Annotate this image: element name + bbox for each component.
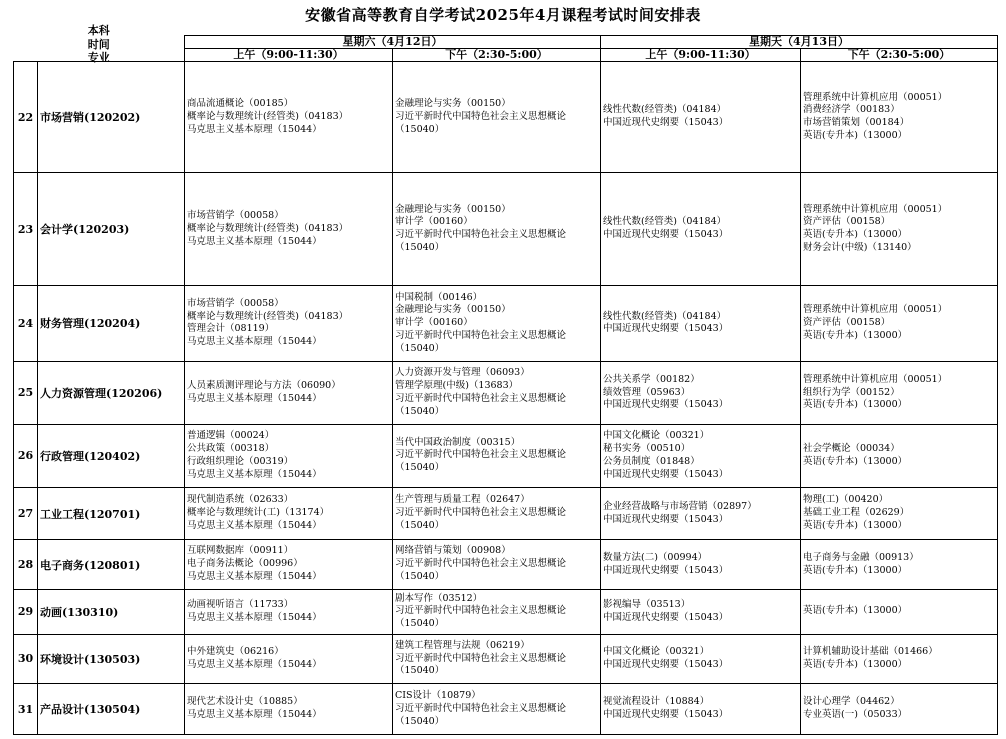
course-line: 现代制造系统（02633） <box>187 494 294 506</box>
course-line: 管理学原理(中级)（13683） <box>395 380 519 392</box>
course-cell-sun-am <box>601 362 801 425</box>
course-line: （15040） <box>395 571 445 583</box>
slot-header-sun-am: 上午（9:00-11:30） <box>601 49 801 62</box>
course-line: CIS设计（10879） <box>395 689 481 701</box>
course-line: 专业英语(一)（05033） <box>803 709 908 721</box>
course-line: （15040） <box>395 462 445 474</box>
course-line: 现代艺术设计史（10885） <box>187 696 303 708</box>
course-cell-sun-pm <box>801 424 998 487</box>
course-cell-sun-am <box>601 285 801 361</box>
course-line: 生产管理与质量工程（02647） <box>395 494 530 506</box>
course-cell-sun-pm <box>801 590 998 635</box>
course-cell-sun-pm <box>801 487 998 540</box>
course-line: 管理系统中计算机应用（00051） <box>803 203 948 215</box>
course-line: 中国近现代史纲要（15043） <box>603 323 729 335</box>
course-line: 公共政策（00318） <box>187 442 275 454</box>
course-line: 审计学（00160） <box>395 317 473 329</box>
major-name: 产品设计(130504) <box>38 684 185 735</box>
course-cell-sat-pm <box>393 634 601 684</box>
course-line: 中国近现代史纲要（15043） <box>603 399 729 411</box>
course-line: （15040） <box>395 123 445 135</box>
table-row <box>14 285 998 361</box>
course-line: 中国文化概论（00321） <box>603 646 710 658</box>
table-row <box>14 684 998 735</box>
course-line: 普通逻辑（00024） <box>187 430 275 442</box>
course-line: 中国近现代史纲要（15043） <box>603 468 729 480</box>
course-line: 英语(专升本)（13000） <box>803 130 908 142</box>
major-name: 动画(130310) <box>38 590 185 635</box>
course-line: 绩效管理（05963） <box>603 386 691 398</box>
course-cell-sun-am <box>601 684 801 735</box>
course-line: 组织行为学（00152） <box>803 386 900 398</box>
course-line: 数量方法(二)（00994） <box>603 551 708 563</box>
course-line: 习近平新时代中国特色社会主义思想概论 <box>395 229 567 241</box>
row-number: 22 <box>14 62 38 173</box>
course-line: 马克思主义基本原理（15044） <box>187 123 322 135</box>
course-line: 中国近现代史纲要（15043） <box>603 513 729 525</box>
row-number: 24 <box>14 285 38 361</box>
course-cell-sun-am <box>601 540 801 590</box>
table-row <box>14 634 998 684</box>
course-line: 秘书实务（00510） <box>603 442 691 454</box>
table-row <box>14 62 998 173</box>
course-line: 马克思主义基本原理（15044） <box>187 336 322 348</box>
course-line: 管理系统中计算机应用（00051） <box>803 373 948 385</box>
course-line: 金融理论与实务（00150） <box>395 203 511 215</box>
slot-header-sat-am: 上午（9:00-11:30） <box>185 49 393 62</box>
course-line: 习近平新时代中国特色社会主义思想概论 <box>395 329 567 341</box>
course-line: 习近平新时代中国特色社会主义思想概论 <box>395 702 567 714</box>
course-cell-sun-am <box>601 424 801 487</box>
course-line: 中国近现代史纲要（15043） <box>603 709 729 721</box>
course-cell-sun-pm <box>801 540 998 590</box>
corner-time: 时间 <box>87 37 110 51</box>
course-line: 电子商务法概论（00996） <box>187 558 303 570</box>
table-row <box>14 424 998 487</box>
course-line: 互联网数据库（00911） <box>187 545 294 557</box>
course-line: 消费经济学（00183） <box>803 104 900 116</box>
major-name: 环境设计(130503) <box>38 634 185 684</box>
course-line: 当代中国政治制度（00315） <box>395 436 521 448</box>
row-number: 26 <box>14 424 38 487</box>
course-cell-sat-am <box>185 362 393 425</box>
table-row <box>14 540 998 590</box>
course-line: 概率论与数理统计(经管类)（04183） <box>187 222 349 234</box>
course-cell-sun-pm <box>801 173 998 286</box>
course-cell-sat-am <box>185 590 393 635</box>
day-header-sunday: 星期天（4月13日） <box>601 36 998 49</box>
course-line: 剧本写作（03512） <box>395 592 483 604</box>
course-line: 人员素质测评理论与方法（06090） <box>187 380 341 392</box>
course-line: 英语(专升本)（13000） <box>803 455 908 467</box>
schedule-table <box>13 23 998 735</box>
course-line: 英语(专升本)（13000） <box>803 605 908 617</box>
major-name: 人力资源管理(120206) <box>38 362 185 425</box>
course-line: （15040） <box>395 715 445 727</box>
course-cell-sun-pm <box>801 684 998 735</box>
course-line: 公共关系学（00182） <box>603 373 700 385</box>
course-cell-sat-am <box>185 424 393 487</box>
row-number: 27 <box>14 487 38 540</box>
course-line: 习近平新时代中国特色社会主义思想概论 <box>395 507 567 519</box>
row-number: 25 <box>14 362 38 425</box>
course-line: 审计学（00160） <box>395 216 473 228</box>
course-line: 线性代数(经管类)（04184） <box>603 216 727 228</box>
major-name: 财务管理(120204) <box>38 285 185 361</box>
course-line: 社会学概论（00034） <box>803 442 900 454</box>
course-line: （15040） <box>395 618 445 630</box>
course-line: 财务会计(中级)（13140） <box>803 242 917 254</box>
course-line: 马克思主义基本原理（15044） <box>187 468 322 480</box>
course-cell-sat-pm <box>393 424 601 487</box>
major-name: 工业工程(120701) <box>38 487 185 540</box>
course-cell-sat-am <box>185 684 393 735</box>
course-line: （15040） <box>395 242 445 254</box>
course-cell-sun-pm <box>801 285 998 361</box>
major-name: 行政管理(120402) <box>38 424 185 487</box>
course-cell-sun-pm <box>801 62 998 173</box>
course-cell-sat-pm <box>393 62 601 173</box>
course-cell-sat-pm <box>393 684 601 735</box>
course-line: 马克思主义基本原理（15044） <box>187 519 322 531</box>
course-cell-sat-pm <box>393 540 601 590</box>
course-line: 建筑工程管理与法规（06219） <box>395 639 530 651</box>
course-line: 动画视听语言（11733） <box>187 599 294 611</box>
course-line: 概率论与数理统计(经管类)（04183） <box>187 110 349 122</box>
slot-header-sun-pm: 下午（2:30-5:00） <box>801 49 998 62</box>
course-line: 管理系统中计算机应用（00051） <box>803 304 948 316</box>
course-cell-sat-am <box>185 634 393 684</box>
corner-major: 专业 <box>87 50 110 64</box>
course-line: 中国文化概论（00321） <box>603 430 710 442</box>
course-cell-sat-am <box>185 62 393 173</box>
course-line: 英语(专升本)（13000） <box>803 399 908 411</box>
course-cell-sun-pm <box>801 634 998 684</box>
table-row <box>14 173 998 286</box>
slot-header-sat-pm: 下午（2:30-5:00） <box>393 49 601 62</box>
course-line: 英语(专升本)（13000） <box>803 658 908 670</box>
course-line: 计算机辅助设计基础（01466） <box>803 646 938 658</box>
course-line: 中国近现代史纲要（15043） <box>603 564 729 576</box>
course-cell-sat-am <box>185 540 393 590</box>
course-line: 市场营销学（00058） <box>187 210 284 222</box>
course-line: 资产评估（00158） <box>803 317 891 329</box>
course-line: 马克思主义基本原理（15044） <box>187 392 322 404</box>
course-line: 设计心理学（04462） <box>803 696 900 708</box>
course-line: 习近平新时代中国特色社会主义思想概论 <box>395 449 567 461</box>
course-line: 管理会计（08119） <box>187 323 275 335</box>
page-title: 安徽省高等教育自学考试2025年4月课程考试时间安排表 <box>305 6 701 24</box>
row-number: 31 <box>14 684 38 735</box>
course-cell-sat-pm <box>393 362 601 425</box>
course-cell-sun-am <box>601 590 801 635</box>
course-line: 英语(专升本)（13000） <box>803 519 908 531</box>
course-cell-sat-pm <box>393 285 601 361</box>
table-row <box>14 487 998 540</box>
course-cell-sat-pm <box>393 487 601 540</box>
course-line: 商品流通概论（00185） <box>187 98 294 110</box>
major-name: 电子商务(120801) <box>38 540 185 590</box>
course-line: 马克思主义基本原理（15044） <box>187 571 322 583</box>
course-line: 线性代数(经管类)（04184） <box>603 310 727 322</box>
course-line: 习近平新时代中国特色社会主义思想概论 <box>395 652 567 664</box>
course-line: 市场营销学（00058） <box>187 297 284 309</box>
course-line: 习近平新时代中国特色社会主义思想概论 <box>395 605 567 617</box>
course-cell-sat-am <box>185 173 393 286</box>
course-line: （15040） <box>395 342 445 354</box>
course-line: 管理系统中计算机应用（00051） <box>803 91 948 103</box>
course-line: 金融理论与实务（00150） <box>395 304 511 316</box>
corner-header <box>14 23 185 64</box>
course-line: 英语(专升本)（13000） <box>803 229 908 241</box>
course-line: 金融理论与实务（00150） <box>395 98 511 110</box>
course-cell-sun-am <box>601 634 801 684</box>
row-number: 28 <box>14 540 38 590</box>
course-cell-sun-am <box>601 173 801 286</box>
course-line: 企业经营战略与市场营销（02897） <box>603 500 757 512</box>
course-line: 习近平新时代中国特色社会主义思想概论 <box>395 558 567 570</box>
course-line: 英语(专升本)（13000） <box>803 564 908 576</box>
major-name: 市场营销(120202) <box>38 62 185 173</box>
day-header-saturday: 星期六（4月12日） <box>185 36 601 49</box>
course-cell-sun-am <box>601 62 801 173</box>
schedule-body <box>14 62 998 735</box>
course-line: 公务员制度（01848） <box>603 455 700 467</box>
course-line: （15040） <box>395 519 445 531</box>
course-line: 市场营销策划（00184） <box>803 117 910 129</box>
course-cell-sat-pm <box>393 590 601 635</box>
course-line: 中国近现代史纲要（15043） <box>603 658 729 670</box>
course-line: 基础工业工程（02629） <box>803 507 910 519</box>
table-row <box>14 362 998 425</box>
course-cell-sat-pm <box>393 173 601 286</box>
row-number: 23 <box>14 173 38 286</box>
course-line: 中国近现代史纲要（15043） <box>603 611 729 623</box>
course-line: 影视编导（03513） <box>603 599 691 611</box>
course-line: 概率论与数理统计(工)（13174） <box>187 507 330 519</box>
course-cell-sun-pm <box>801 362 998 425</box>
course-line: 资产评估（00158） <box>803 216 891 228</box>
course-line: （15040） <box>395 405 445 417</box>
row-number: 29 <box>14 590 38 635</box>
course-line: 中外建筑史（06216） <box>187 646 284 658</box>
course-line: 物理(工)（00420） <box>803 494 889 506</box>
course-line: （15040） <box>395 665 445 677</box>
course-cell-sun-am <box>601 487 801 540</box>
major-name: 会计学(120203) <box>38 173 185 286</box>
course-line: 马克思主义基本原理（15044） <box>187 709 322 721</box>
course-line: 习近平新时代中国特色社会主义思想概论 <box>395 392 567 404</box>
course-cell-sat-am <box>185 285 393 361</box>
course-line: 人力资源开发与管理（06093） <box>395 367 530 379</box>
course-cell-sat-am <box>185 487 393 540</box>
course-line: 中国税制（00146） <box>395 291 483 303</box>
course-line: 中国近现代史纲要（15043） <box>603 229 729 241</box>
course-line: 习近平新时代中国特色社会主义思想概论 <box>395 110 567 122</box>
course-line: 概率论与数理统计(经管类)（04183） <box>187 310 349 322</box>
row-number: 30 <box>14 634 38 684</box>
course-line: 行政组织理论（00319） <box>187 455 294 467</box>
course-line: 马克思主义基本原理（15044） <box>187 658 322 670</box>
course-line: 英语(专升本)（13000） <box>803 329 908 341</box>
table-row <box>14 590 998 635</box>
course-line: 马克思主义基本原理（15044） <box>187 611 322 623</box>
course-line: 网络营销与策划（00908） <box>395 545 511 557</box>
course-line: 视觉流程设计（10884） <box>603 696 710 708</box>
course-line: 马克思主义基本原理（15044） <box>187 235 322 247</box>
course-line: 线性代数(经管类)（04184） <box>603 104 727 116</box>
corner-level: 本科 <box>87 23 110 37</box>
course-line: 电子商务与金融（00913） <box>803 551 919 563</box>
course-line: 中国近现代史纲要（15043） <box>603 117 729 129</box>
